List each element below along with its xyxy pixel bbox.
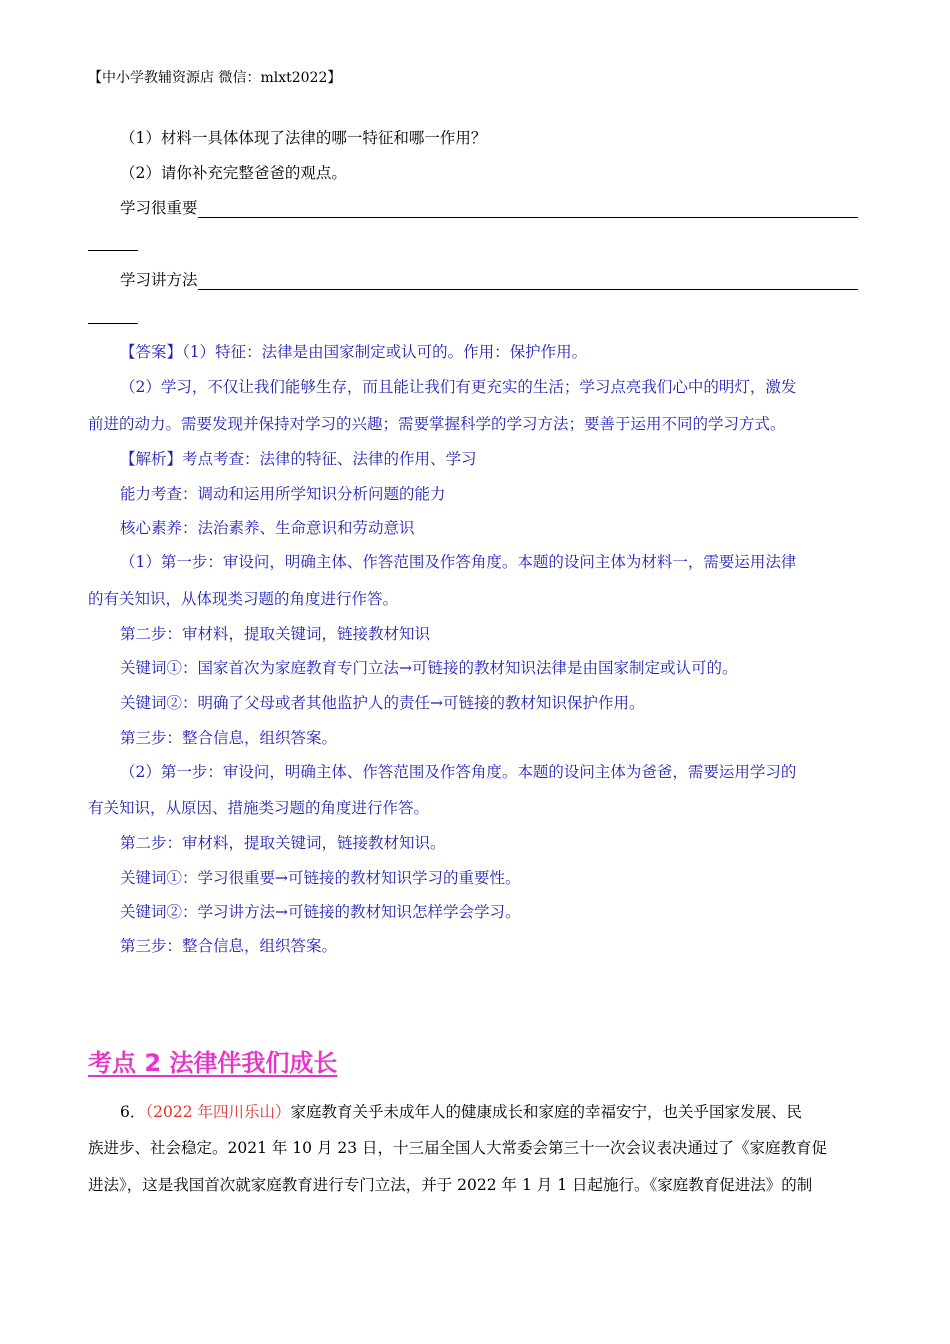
fill-in-blank-2[interactable]	[198, 273, 858, 290]
answer-blank-row-2	[120, 270, 858, 290]
question-6-line-2: 族进步、社会稳定。2021 年 10 月 23 日，十三届全国人大常委会第三十一次会议表决通过了《家庭教育促	[88, 1139, 828, 1157]
analysis-line-9: 第三步：整合信息，组织答案。	[120, 729, 338, 747]
analysis-line-6: 第二步：审材料，提取关键词，链接教材知识	[120, 625, 431, 643]
question-6-line-1	[120, 1102, 802, 1122]
answer-blank-row-1	[120, 198, 858, 218]
answer-line-2: （2）学习，不仅让我们能够生存，而且能让我们有更充实的生活；学习点亮我们心中的明灯，激发	[120, 378, 797, 396]
analysis-line-1	[120, 449, 477, 469]
question-6-line-3: 进法》，这是我国首次就家庭教育进行专门立法，并于 2022 年 1 月 1 日起施行。《家庭教育促进法》的制	[88, 1176, 813, 1194]
blank-label-study-method: 学习讲方法	[120, 271, 198, 289]
analysis-line-2: 能力考查：调动和运用所学知识分析问题的能力	[120, 485, 446, 503]
question-part-2: （2）请你补充完整爸爸的观点。	[120, 164, 347, 182]
question-source: （2022 年四川乐山）	[145, 1103, 291, 1121]
analysis-line-7: 关键词①：国家首次为家庭教育专门立法→可链接的教材知识法律是由国家制定或认可的。	[120, 659, 738, 677]
blank-label-study-important: 学习很重要	[120, 199, 198, 217]
question-6-text-1: 家庭教育关乎未成年人的健康成长和家庭的幸福安宁，也关乎国家发展、民	[290, 1103, 803, 1121]
analysis-line-14: 关键词②：学习讲方法→可链接的教材知识怎样学会学习。	[120, 903, 521, 921]
fill-in-blank-1[interactable]	[198, 201, 858, 218]
fill-in-blank-1-continuation	[88, 249, 138, 251]
fill-in-blank-2-continuation	[88, 322, 138, 324]
analysis-line-15: 第三步：整合信息，组织答案。	[120, 937, 338, 955]
question-part-1: （1）材料一具体体现了法律的哪一特征和哪一作用？	[120, 129, 487, 147]
analysis-line-5: 的有关知识，从体现类习题的角度进行作答。	[88, 590, 399, 608]
answer-tag: 【答案】	[120, 343, 183, 361]
analysis-tag: 【解析】	[120, 450, 183, 468]
analysis-text-1: 考点考查：法律的特征、法律的作用、学习	[182, 450, 477, 468]
answer-line-3: 前进的动力。需要发现并保持对学习的兴趣；需要掌握科学的学习方法；要善于运用不同的学习方式。	[88, 415, 786, 433]
analysis-line-8: 关键词②：明确了父母或者其他监护人的责任→可链接的教材知识保护作用。	[120, 694, 645, 712]
analysis-line-4: （1）第一步：审设问，明确主体、作答范围及作答角度。本题的设问主体为材料一，需要运用法律	[120, 553, 797, 571]
answer-line-1	[120, 342, 587, 362]
question-number: 6．	[120, 1103, 146, 1121]
analysis-line-13: 关键词①：学习很重要→可链接的教材知识学习的重要性。	[120, 869, 521, 887]
analysis-line-11: 有关知识，从原因、措施类习题的角度进行作答。	[88, 799, 430, 817]
answer-text-1: （1）特征：法律是由国家制定或认可的。作用：保护作用。	[182, 343, 588, 361]
section-heading: 考点 2 法律伴我们成长	[88, 1049, 338, 1077]
analysis-line-12: 第二步：审材料，提取关键词，链接教材知识。	[120, 834, 446, 852]
analysis-line-3: 核心素养：法治素养、生命意识和劳动意识	[120, 519, 415, 537]
analysis-line-10: （2）第一步：审设问，明确主体、作答范围及作答角度。本题的设问主体为爸爸，需要运用学习的	[120, 763, 797, 781]
header-watermark: 【中小学教辅资源店 微信：mlxt2022】	[88, 70, 342, 86]
